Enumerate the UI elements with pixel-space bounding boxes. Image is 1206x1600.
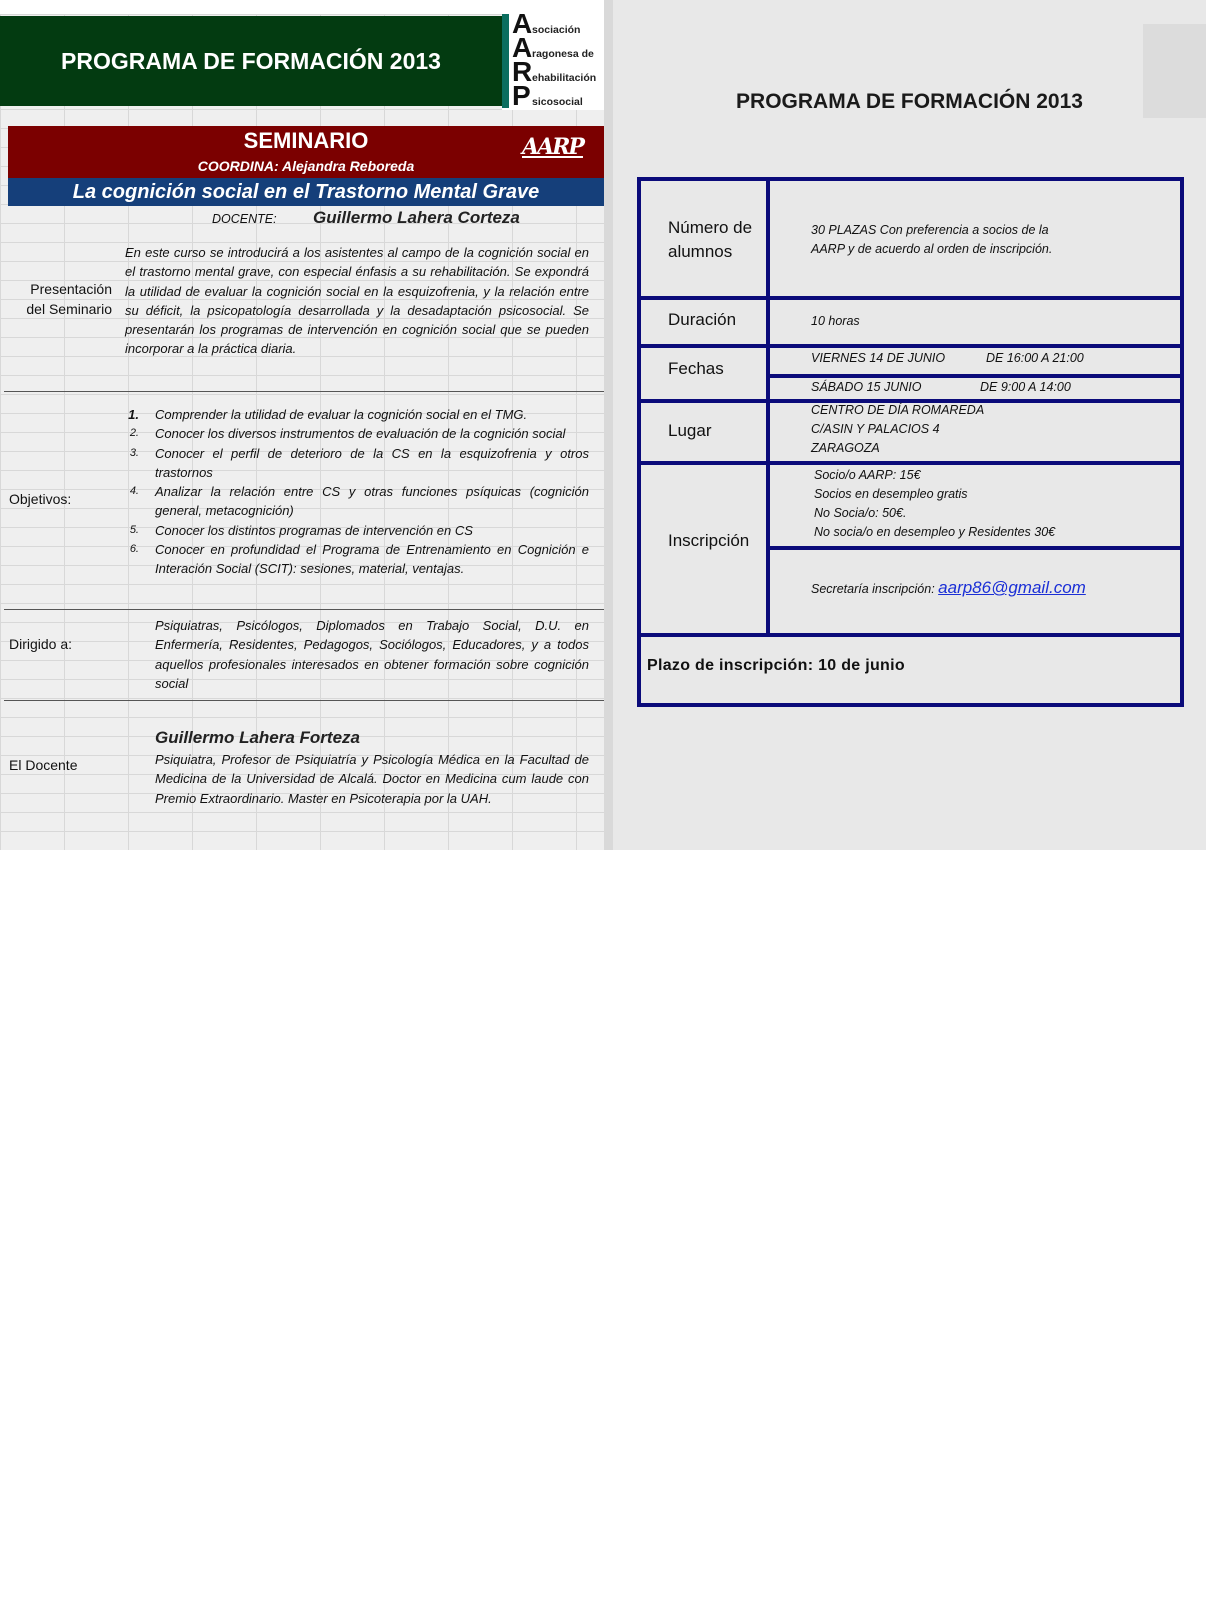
lugar-line: ZARAGOZA bbox=[811, 441, 880, 455]
inscripcion-prices bbox=[814, 466, 1055, 542]
program-banner-title: PROGRAMA DE FORMACIÓN 2013 bbox=[61, 47, 441, 74]
lugar-label: Lugar bbox=[668, 421, 712, 440]
lugar-line: CENTRO DE DÍA ROMAREDA bbox=[811, 403, 985, 417]
inscripcion-price: Socio/o AARP: 15€ bbox=[814, 468, 921, 482]
fecha-day2: SÁBADO 15 JUNIO bbox=[811, 380, 922, 394]
table-row-divider bbox=[641, 296, 1180, 300]
section-divider bbox=[4, 609, 604, 610]
secretaria-row bbox=[811, 578, 1086, 599]
alumnos-label-line: alumnos bbox=[668, 242, 733, 261]
el-docente-label: El Docente bbox=[9, 757, 78, 773]
program-banner bbox=[0, 16, 502, 106]
alumnos-value bbox=[811, 221, 1052, 259]
logo-row bbox=[512, 80, 583, 111]
secretaria-label: Secretaría inscripción: bbox=[811, 582, 935, 596]
seminar-title: SEMINARIO bbox=[243, 128, 369, 153]
logo-word: sicosocial bbox=[532, 96, 583, 108]
table-row-divider bbox=[641, 344, 1180, 348]
objetivo-item bbox=[125, 424, 589, 443]
logo-letter: A bbox=[512, 32, 533, 63]
objetivos-label: Objetivos: bbox=[9, 491, 72, 507]
section-divider bbox=[4, 391, 604, 392]
objetivo-item bbox=[125, 540, 589, 579]
alumnos-value-line: AARP y de acuerdo al orden de inscripción. bbox=[811, 242, 1053, 256]
objetivo-text: Analizar la relación entre CS y otras funciones psíquicas (cognición general, metacognición) bbox=[155, 484, 589, 519]
el-docente-name: Guillermo Lahera Forteza bbox=[155, 728, 360, 747]
el-docente-bio: Psiquiatra, Profesor de Psiquiatría y Psicología Médica en la Facultad de Medicina de la Universidad de Alcalá. Doctor en Medicina cum laude con Premio Extraordinario. Master en Psicoterapia por la UAH. bbox=[155, 752, 589, 806]
alumnos-label-line: Número de bbox=[668, 218, 753, 237]
seminar-header bbox=[8, 126, 604, 178]
panel-divider bbox=[604, 0, 613, 850]
objetivo-number: 4. bbox=[129, 485, 139, 498]
presentacion-label-line: Presentación bbox=[30, 281, 112, 297]
inscripcion-price: Socios en desempleo gratis bbox=[814, 487, 968, 501]
objetivo-number: 1. bbox=[128, 407, 139, 422]
logo-letter: P bbox=[512, 80, 531, 111]
logo-letter: R bbox=[512, 56, 533, 87]
objetivo-number: 3. bbox=[129, 446, 139, 459]
course-title: La cognición social en el Trastorno Mental Grave bbox=[72, 180, 540, 203]
duracion-label: Duración bbox=[668, 310, 737, 329]
lugar-value bbox=[811, 401, 984, 458]
table-row-divider bbox=[766, 546, 1180, 550]
plazo-inscripcion: Plazo de inscripción: 10 de junio bbox=[647, 657, 905, 674]
presentacion-label-line: del Seminario bbox=[26, 300, 112, 317]
objetivo-text: Conocer el perfil de deterioro de la CS en la esquizofrenia y otros trastornos bbox=[155, 445, 589, 480]
info-table bbox=[637, 177, 1184, 707]
aarp-small-logo: AARP bbox=[522, 134, 583, 160]
fecha-time1: DE 16:00 A 21:00 bbox=[986, 351, 1084, 365]
objetivo-text: Conocer los distintos programas de intervención en CS bbox=[155, 522, 473, 538]
aarp-logo bbox=[502, 8, 604, 111]
fecha-day1: VIERNES 14 DE JUNIO bbox=[811, 351, 946, 365]
lugar-line: C/ASIN Y PALACIOS 4 bbox=[811, 422, 940, 436]
logo-word: ragonesa de bbox=[532, 48, 594, 60]
table-row-divider bbox=[641, 461, 1180, 465]
table-column-divider bbox=[766, 181, 770, 633]
objetivo-number: 5. bbox=[129, 523, 139, 536]
alumnos-label bbox=[668, 216, 752, 264]
objetivo-text: Conocer en profundidad el Programa de Entrenamiento en Cognición e Interación Social (SCIT): sesiones, material, ventajas. bbox=[155, 542, 589, 577]
objetivos-list bbox=[125, 405, 589, 579]
objetivo-item bbox=[125, 482, 589, 521]
objetivo-text: Conocer los diversos instrumentos de evaluación de la cognición social bbox=[155, 426, 566, 442]
docente-name: Guillermo Lahera Corteza bbox=[313, 208, 520, 227]
fechas-label: Fechas bbox=[668, 359, 724, 378]
objetivo-item bbox=[125, 444, 589, 483]
seminar-coordinator: COORDINA: Alejandra Reboreda bbox=[197, 158, 415, 174]
email-link[interactable]: aarp86@gmail.com bbox=[938, 578, 1086, 597]
logo-word: ehabilitación bbox=[532, 72, 597, 84]
course-title-bar bbox=[8, 178, 604, 206]
inscripcion-label: Inscripción bbox=[668, 531, 750, 550]
presentacion-label bbox=[10, 280, 112, 319]
alumnos-value-line: 30 PLAZAS Con preferencia a socios de la bbox=[811, 223, 1049, 237]
objetivo-item bbox=[125, 405, 589, 424]
presentacion-text: En este curso se introducirá a los asistentes al campo de la cognición social en el trastorno mental grave, con especial énfasis a su rehabilitación. Se expondrá la utilidad de evaluar la cognición social en la esquizofrenia, y la relación entre su déficit, la psicopatología desarrollada y la desadaptación psicosocial. Se presentarán los programas de intervención en cognición social que se pueden incorporar a la práctica diaria. bbox=[125, 245, 589, 357]
objetivo-number: 6. bbox=[129, 543, 139, 556]
dirigido-text: Psiquiatras, Psicólogos, Diplomados en Trabajo Social, D.U. en Enfermería, Residentes, Pedagogos, Sociólogos, Educadores, y a todos aquellos profesionales interesados en obtener formación sobre cognición social bbox=[155, 618, 589, 691]
logo-letter: A bbox=[512, 8, 533, 39]
inscripcion-price: No socia/o en desempleo y Residentes 30€ bbox=[814, 525, 1056, 539]
table-row-divider bbox=[641, 633, 1180, 637]
dirigido-label: Dirigido a: bbox=[9, 636, 73, 652]
logo-accent-bar bbox=[502, 14, 509, 108]
right-title: PROGRAMA DE FORMACIÓN 2013 bbox=[736, 90, 1083, 113]
objetivo-number: 2. bbox=[129, 427, 139, 440]
fecha-time2: DE 9:00 A 14:00 bbox=[980, 380, 1071, 394]
inscripcion-price: No Socia/o: 50€. bbox=[814, 506, 907, 520]
logo-word: sociación bbox=[532, 24, 581, 36]
objetivo-item bbox=[125, 521, 589, 540]
section-divider bbox=[4, 700, 604, 701]
duracion-value: 10 horas bbox=[811, 314, 860, 328]
objetivo-text: Comprender la utilidad de evaluar la cognición social en el TMG. bbox=[155, 407, 528, 422]
docente-label: DOCENTE: bbox=[212, 212, 277, 226]
